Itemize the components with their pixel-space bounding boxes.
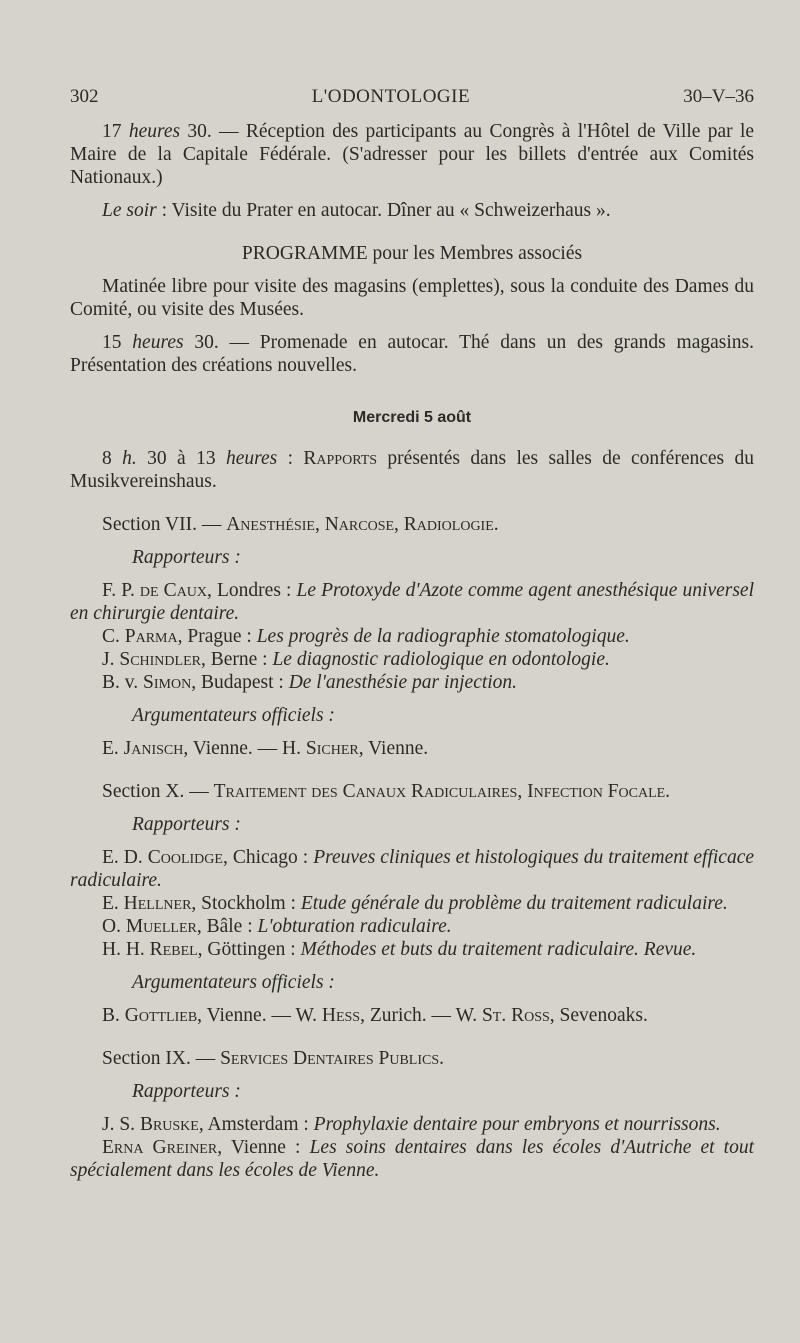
paragraph-matinee: Matinée libre pour visite des magasins (emplettes), sous la conduite des Dames du Comité, ou visite des Musées.	[70, 276, 754, 320]
programme-heading: PROGRAMME pour les Membres associés	[241, 243, 583, 264]
day-heading: Mercredi 5 août	[352, 409, 472, 426]
rapporteur-entry: C. Parma, Prague : Les progrès de la radiographie stomatologique.	[102, 626, 630, 647]
section-vii-title: Section VII. — Anesthésie, Narcose, Radiologie.	[102, 514, 499, 535]
rapporteur-entry: E. D. Coolidge, Chicago : Preuves cliniques et histologiques du traitement efficace radiculaire.	[70, 847, 755, 891]
section-x-argumentateurs-label: Argumentateurs officiels :	[132, 972, 335, 993]
page-number: 302	[70, 86, 99, 107]
rapporteur-entry: E. Hellner, Stockholm : Etude générale du problème du traitement radiculaire.	[102, 893, 728, 914]
argumentateurs-list: E. Janisch, Vienne. — H. Sicher, Vienne.	[102, 738, 429, 759]
running-header	[70, 86, 754, 108]
section-vii-argumentateurs-label: Argumentateurs officiels :	[132, 705, 335, 726]
paragraph-rapports: 8 h. 30 à 13 heures : Rapports présentés dans les salles de conférences du Musikvereinshaus.	[70, 448, 755, 492]
rapporteur-entry: F. P. de Caux, Londres : Le Protoxyde d'Azote comme agent anesthésique universel en chirurgie dentaire.	[70, 580, 755, 624]
section-x-rapporteurs-label: Rapporteurs :	[132, 814, 241, 835]
rapporteur-entry: H. H. Rebel, Göttingen : Méthodes et buts du traitement radiculaire. Revue.	[102, 939, 697, 960]
paragraph-reception: 17 heures 30. — Réception des participants au Congrès à l'Hôtel de Ville par le Maire de la Capitale Fédérale. (S'adresser pour les billets d'entrée aux Comités Nationaux.)	[70, 121, 755, 188]
paragraph-le-soir: Le soir : Visite du Prater en autocar. Dîner au « Schweizerhaus ».	[102, 200, 611, 221]
rapporteur-entry: B. v. Simon, Budapest : De l'anesthésie par injection.	[102, 672, 518, 693]
issue-date: 30–V–36	[683, 86, 754, 107]
section-vii-rapporteurs-label: Rapporteurs :	[132, 547, 241, 568]
section-ix-rapporteurs-label: Rapporteurs :	[132, 1081, 241, 1102]
section-x-title: Section X. — Traitement des Canaux Radiculaires, Infection Focale.	[102, 781, 671, 802]
rapporteur-entry: O. Mueller, Bâle : L'obturation radiculaire.	[102, 916, 452, 937]
rapporteur-entry: J. Schindler, Berne : Le diagnostic radiologique en odontologie.	[102, 649, 610, 670]
rapporteur-entry: Erna Greiner, Vienne : Les soins dentaires dans les écoles d'Autriche et tout spécialement dans les écoles de Vienne.	[70, 1137, 754, 1181]
journal-title: L'ODONTOLOGIE	[311, 86, 471, 107]
rapporteur-entry: J. S. Bruske, Amsterdam : Prophylaxie dentaire pour embryons et nourrissons.	[102, 1114, 721, 1135]
section-ix-title: Section IX. — Services Dentaires Publics.	[102, 1048, 445, 1069]
paragraph-promenade: 15 heures 30. — Promenade en autocar. Thé dans un des grands magasins. Présentation des créations nouvelles.	[70, 332, 754, 376]
argumentateurs-list: B. Gottlieb, Vienne. — W. Hess, Zurich. — W. St. Ross, Sevenoaks.	[102, 1005, 648, 1026]
